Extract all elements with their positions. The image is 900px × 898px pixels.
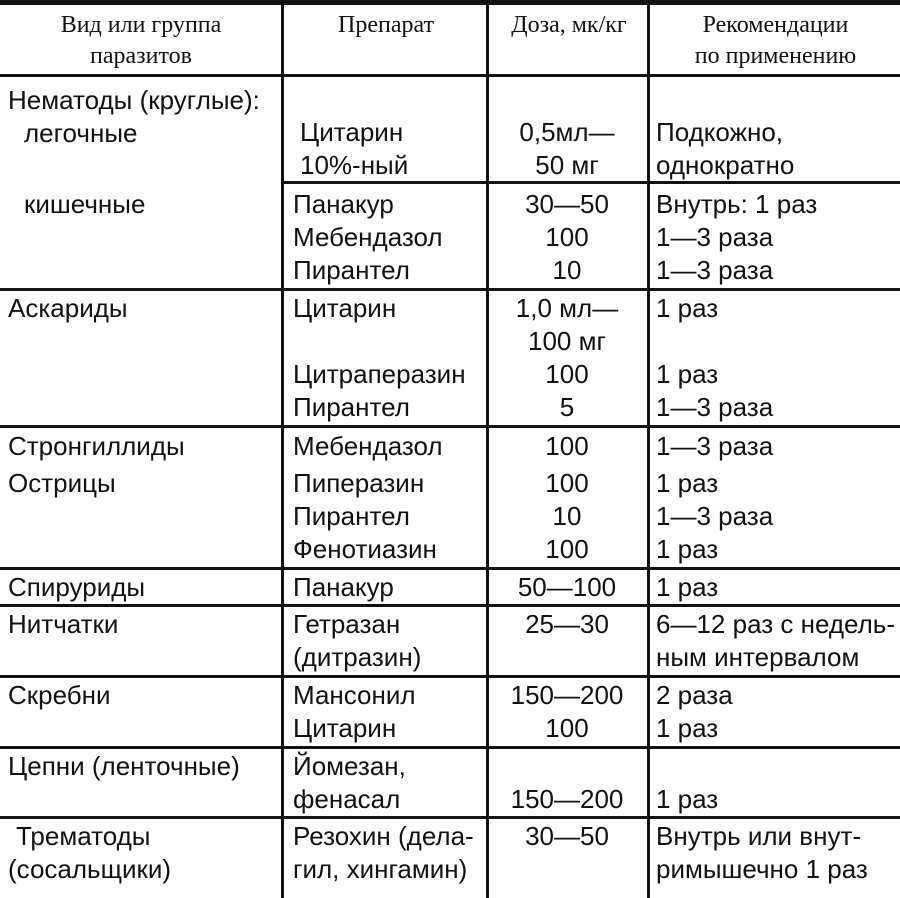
dose-cell: 150—200 xyxy=(510,784,624,814)
row-divider xyxy=(0,816,900,819)
recommendation-cell: Внутрь: 1 раз 1—3 раза 1—3 раза xyxy=(656,189,818,285)
column-divider xyxy=(281,5,284,898)
drug-cell: Мансонил Цитарин xyxy=(293,680,416,743)
recommendation-cell: 2 раза 1 раз xyxy=(656,680,733,743)
dose-cell: 30—50 xyxy=(525,821,609,851)
recommendation-cell: 1 раз xyxy=(656,572,719,602)
parasite-cell: Аскариды xyxy=(8,293,128,323)
column-divider xyxy=(647,5,650,898)
drug-cell: Панакур xyxy=(293,572,394,602)
header-recommendations: Рекомендации по применению xyxy=(694,12,857,69)
parasite-cell: Трематоды (сосальщики) xyxy=(8,821,172,884)
parasite-cell: Стронгиллиды Острицы xyxy=(8,431,185,498)
recommendation-cell: 1 раз xyxy=(656,784,719,814)
row-divider xyxy=(0,425,900,428)
dose-cell: 0,5мл— 50 мг xyxy=(519,117,615,180)
dose-cell: 100 100 10 100 xyxy=(545,431,589,564)
row-divider xyxy=(0,746,900,749)
drug-cell: Панакур Мебендазол Пирантел xyxy=(293,189,443,285)
drug-cell: Резохин (дела- гил, хингамин) xyxy=(293,821,474,884)
table-top-rule xyxy=(0,0,900,5)
drug-cell: Цитарин Цитраперазин Пирантел xyxy=(293,293,466,422)
row-divider xyxy=(0,567,900,570)
dose-cell: 30—50 100 10 xyxy=(525,189,609,285)
row-divider xyxy=(0,675,900,678)
header-bottom-rule xyxy=(0,74,900,77)
row-divider xyxy=(0,288,900,291)
drug-cell: Цитарин 10%-ный xyxy=(300,117,409,180)
header-dose: Доза, мк/кг xyxy=(511,12,627,38)
drug-cell: Йомезан, фенасал xyxy=(293,751,406,814)
dose-cell: 150—200 100 xyxy=(510,680,624,743)
parasite-cell: кишечные xyxy=(24,189,146,219)
parasite-cell: Цепни (ленточные) xyxy=(8,751,240,781)
dose-cell: 25—30 xyxy=(525,609,609,639)
recommendation-cell: Подкожно, однократно xyxy=(656,117,795,180)
recommendation-cell: 1—3 раза 1 раз 1—3 раза 1 раз xyxy=(656,431,774,564)
recommendation-cell: 6—12 раз с недель- ным интервалом xyxy=(656,609,895,672)
drug-cell: Гетразан (дитразин) xyxy=(293,609,422,672)
parasite-cell: Нитчатки xyxy=(8,609,119,639)
dose-cell: 1,0 мл— 100 мг 100 5 xyxy=(515,293,619,422)
dose-cell: 50—100 xyxy=(517,572,617,602)
drug-cell: Мебендазол Пиперазин Пирантел Фенотиазин xyxy=(293,431,443,564)
parasite-cell: Скребни xyxy=(8,680,111,710)
parasite-cell: Спируриды xyxy=(8,572,146,602)
header-drug: Препарат xyxy=(338,12,434,38)
recommendation-cell: Внутрь или внут- римышечно 1 раз xyxy=(656,821,868,884)
header-parasite: Вид или группа паразитов xyxy=(60,12,222,69)
parasite-cell: Нематоды (круглые): легочные xyxy=(8,85,260,148)
row-divider xyxy=(0,604,900,607)
recommendation-cell: 1 раз 1 раз 1—3 раза xyxy=(656,293,774,422)
